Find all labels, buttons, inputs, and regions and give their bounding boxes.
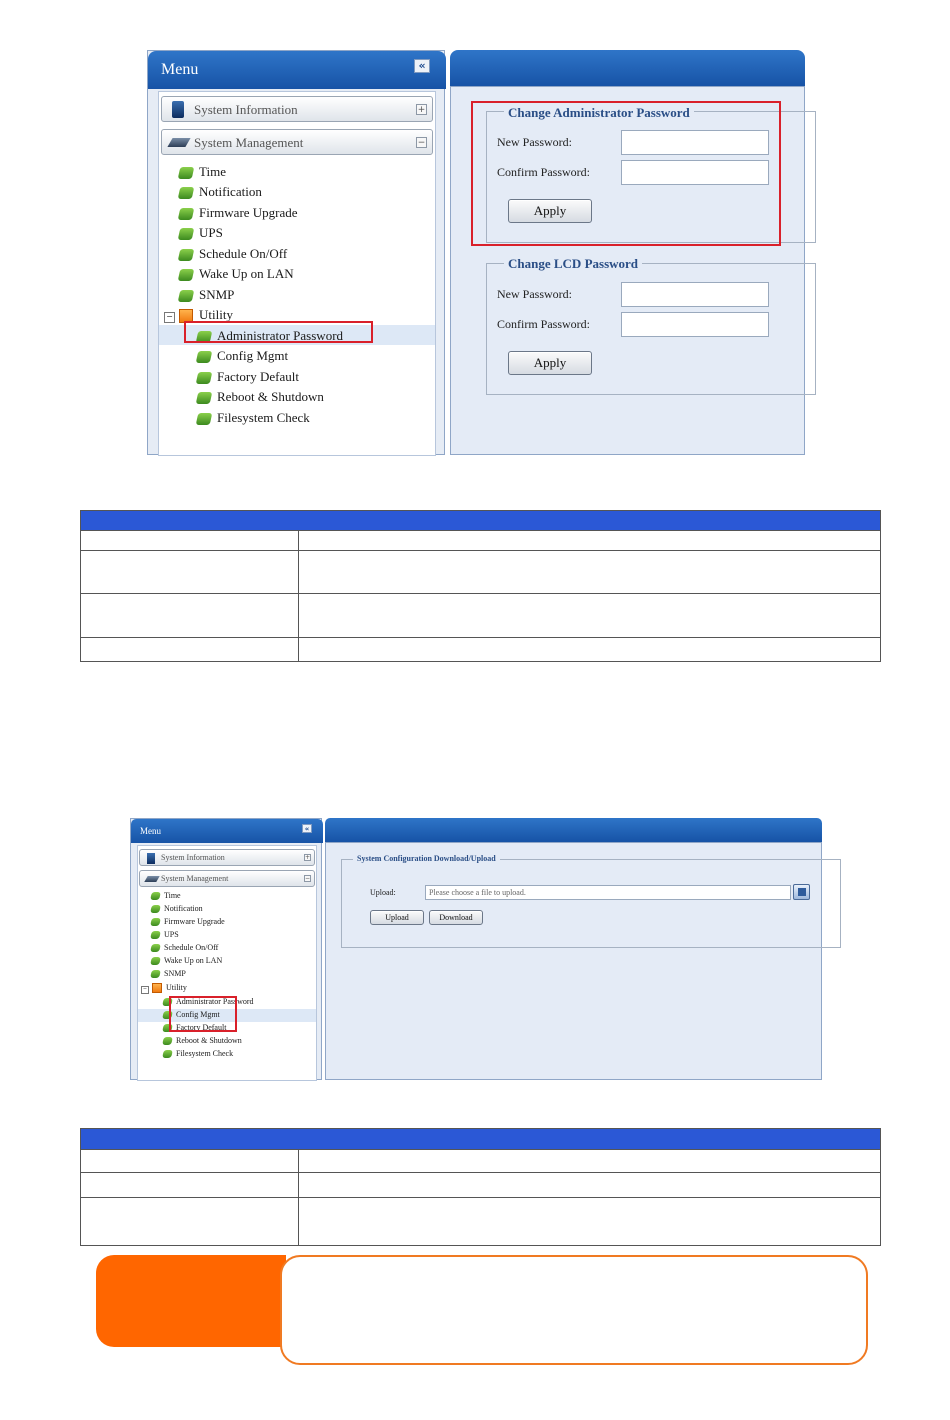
system-management-icon [144, 876, 159, 882]
highlight-box-admin-group [471, 101, 781, 246]
leaf-icon [178, 269, 195, 281]
content-header [450, 50, 805, 86]
menu-item-config-mgmt[interactable]: Config Mgmt [197, 348, 288, 364]
upload-file-input[interactable] [425, 885, 791, 900]
lcd-confirm-password-label: Confirm Password: [497, 317, 590, 331]
menu-panel [130, 818, 322, 1080]
menu-item-time[interactable]: Time [151, 891, 181, 900]
menu-item-wake-on-lan[interactable]: Wake Up on LAN [151, 956, 222, 965]
leaf-icon [150, 931, 161, 939]
menu-header [148, 51, 446, 89]
leaf-icon [150, 957, 161, 965]
config-group [341, 859, 841, 948]
menu-item-reboot-shutdown[interactable]: Reboot & Shutdown [163, 1036, 242, 1045]
confirm-password-label: Confirm Password: [497, 165, 590, 179]
menu-item-administrator-password[interactable]: Administrator Password [163, 997, 254, 1006]
menu-item-config-mgmt[interactable]: Config Mgmt [163, 1010, 220, 1019]
section-label: System Information [161, 853, 225, 862]
section-label: System Management [161, 874, 229, 883]
system-info-icon [147, 853, 155, 864]
collapse-utility-icon[interactable]: − [164, 312, 175, 323]
menu-item-schedule[interactable]: Schedule On/Off [179, 246, 287, 262]
leaf-icon [196, 372, 213, 384]
menu-item-snmp[interactable]: SNMP [151, 969, 186, 978]
section-system-information[interactable] [161, 96, 433, 122]
leaf-icon [196, 413, 213, 425]
screenshot-config-mgmt [130, 818, 822, 1080]
section-label: System Management [194, 135, 304, 150]
table1-row2-col1 [80, 550, 299, 594]
table1-row3-col1 [80, 593, 299, 638]
menu-item-utility[interactable]: − Utility [164, 307, 233, 323]
menu-item-firmware-upgrade[interactable]: Firmware Upgrade [179, 205, 298, 221]
menu-item-wake-on-lan[interactable]: Wake Up on LAN [179, 266, 294, 282]
utility-icon [152, 983, 162, 993]
menu-item-utility[interactable]: − Utility [142, 983, 187, 992]
menu-item-reboot-shutdown[interactable]: Reboot & Shutdown [197, 389, 324, 405]
admin-password-legend: Change Administrator Password [504, 105, 694, 121]
collapse-menu-button[interactable]: « [302, 824, 312, 833]
leaf-icon [150, 905, 161, 913]
note-content-box [280, 1255, 868, 1365]
browse-file-icon[interactable] [793, 884, 810, 900]
collapse-icon[interactable]: − [305, 875, 311, 882]
leaf-icon [196, 351, 213, 363]
leaf-icon [178, 208, 195, 220]
expand-icon[interactable]: + [417, 105, 426, 115]
leaf-icon [150, 918, 161, 926]
system-management-icon [167, 138, 190, 147]
table2-header [80, 1128, 881, 1150]
menu-header [131, 819, 323, 843]
download-button[interactable]: Download [429, 910, 483, 925]
menu-item-notification[interactable]: Notification [151, 904, 203, 913]
section-system-information[interactable] [139, 849, 315, 866]
floppy-glyph [798, 888, 806, 896]
lcd-apply-button[interactable]: Apply [508, 351, 592, 375]
table1-row1-col1 [80, 530, 299, 551]
table1-row4-col1 [80, 637, 299, 662]
leaf-icon [178, 187, 195, 199]
upload-placeholder: Please choose a file to upload. [429, 888, 526, 897]
leaf-icon [150, 944, 161, 952]
collapse-utility-icon[interactable]: − [142, 986, 148, 992]
table1-row2-col2 [298, 550, 881, 594]
table2-row3-col2 [298, 1197, 881, 1246]
menu-item-firmware-upgrade[interactable]: Firmware Upgrade [151, 917, 225, 926]
menu-item-snmp[interactable]: SNMP [179, 287, 234, 303]
table2-row3-col1 [80, 1197, 299, 1246]
lcd-new-password-label: New Password: [497, 287, 572, 301]
table1-row1-col2 [298, 530, 881, 551]
content-header [325, 818, 822, 842]
menu-item-ups[interactable]: UPS [151, 930, 179, 939]
lcd-confirm-password-input[interactable] [621, 312, 769, 337]
menu-tree [158, 91, 436, 456]
leaf-icon [150, 970, 161, 978]
menu-tree [137, 845, 317, 1081]
leaf-icon [178, 167, 195, 179]
menu-item-ups[interactable]: UPS [179, 225, 223, 241]
content-area [450, 86, 805, 455]
collapse-menu-button[interactable]: « [414, 59, 430, 73]
upload-label: Upload: [370, 888, 396, 897]
leaf-icon [196, 392, 213, 404]
table2-row1-col2 [298, 1149, 881, 1173]
menu-item-filesystem-check[interactable]: Filesystem Check [163, 1049, 233, 1058]
table2-row2-col2 [298, 1172, 881, 1198]
menu-title: Menu [161, 61, 199, 78]
table1-row4-col2 [298, 637, 881, 662]
table1-header [80, 510, 881, 531]
table2-row1-col1 [80, 1149, 299, 1173]
highlight-box-menu [169, 996, 237, 1032]
menu-item-schedule[interactable]: Schedule On/Off [151, 943, 218, 952]
leaf-icon [178, 290, 195, 302]
menu-item-factory-default[interactable]: Factory Default [163, 1023, 226, 1032]
section-system-management[interactable] [139, 870, 315, 887]
system-info-icon [172, 101, 184, 118]
leaf-icon [162, 1037, 173, 1045]
screenshot-admin-password [147, 50, 805, 455]
menu-item-administrator-password[interactable]: Administrator Password [197, 328, 343, 344]
lcd-password-legend: Change LCD Password [504, 256, 642, 272]
content-area [325, 842, 822, 1080]
new-password-label: New Password: [497, 135, 572, 149]
collapse-icon[interactable]: − [417, 138, 426, 148]
menu-item-notification[interactable]: Notification [179, 184, 262, 200]
lcd-new-password-input[interactable] [621, 282, 769, 307]
leaf-icon [150, 892, 161, 900]
menu-title: Menu [140, 826, 161, 836]
note-label-tab [96, 1255, 286, 1347]
table2-row2-col1 [80, 1172, 299, 1198]
admin-apply-button[interactable]: Apply [508, 199, 592, 223]
leaf-icon [162, 1050, 173, 1058]
menu-item-factory-default[interactable]: Factory Default [197, 369, 299, 385]
section-label: System Information [194, 102, 298, 117]
section-system-management[interactable] [161, 129, 433, 155]
leaf-icon [178, 228, 195, 240]
expand-icon[interactable]: + [305, 854, 311, 861]
table1-row3-col2 [298, 593, 881, 638]
menu-item-time[interactable]: Time [179, 164, 226, 180]
leaf-icon [178, 249, 195, 261]
menu-item-filesystem-check[interactable]: Filesystem Check [197, 410, 310, 426]
highlight-box-menu [184, 321, 373, 343]
menu-panel [147, 50, 445, 455]
upload-button[interactable]: Upload [370, 910, 424, 925]
config-legend: System Configuration Download/Upload [353, 854, 500, 863]
